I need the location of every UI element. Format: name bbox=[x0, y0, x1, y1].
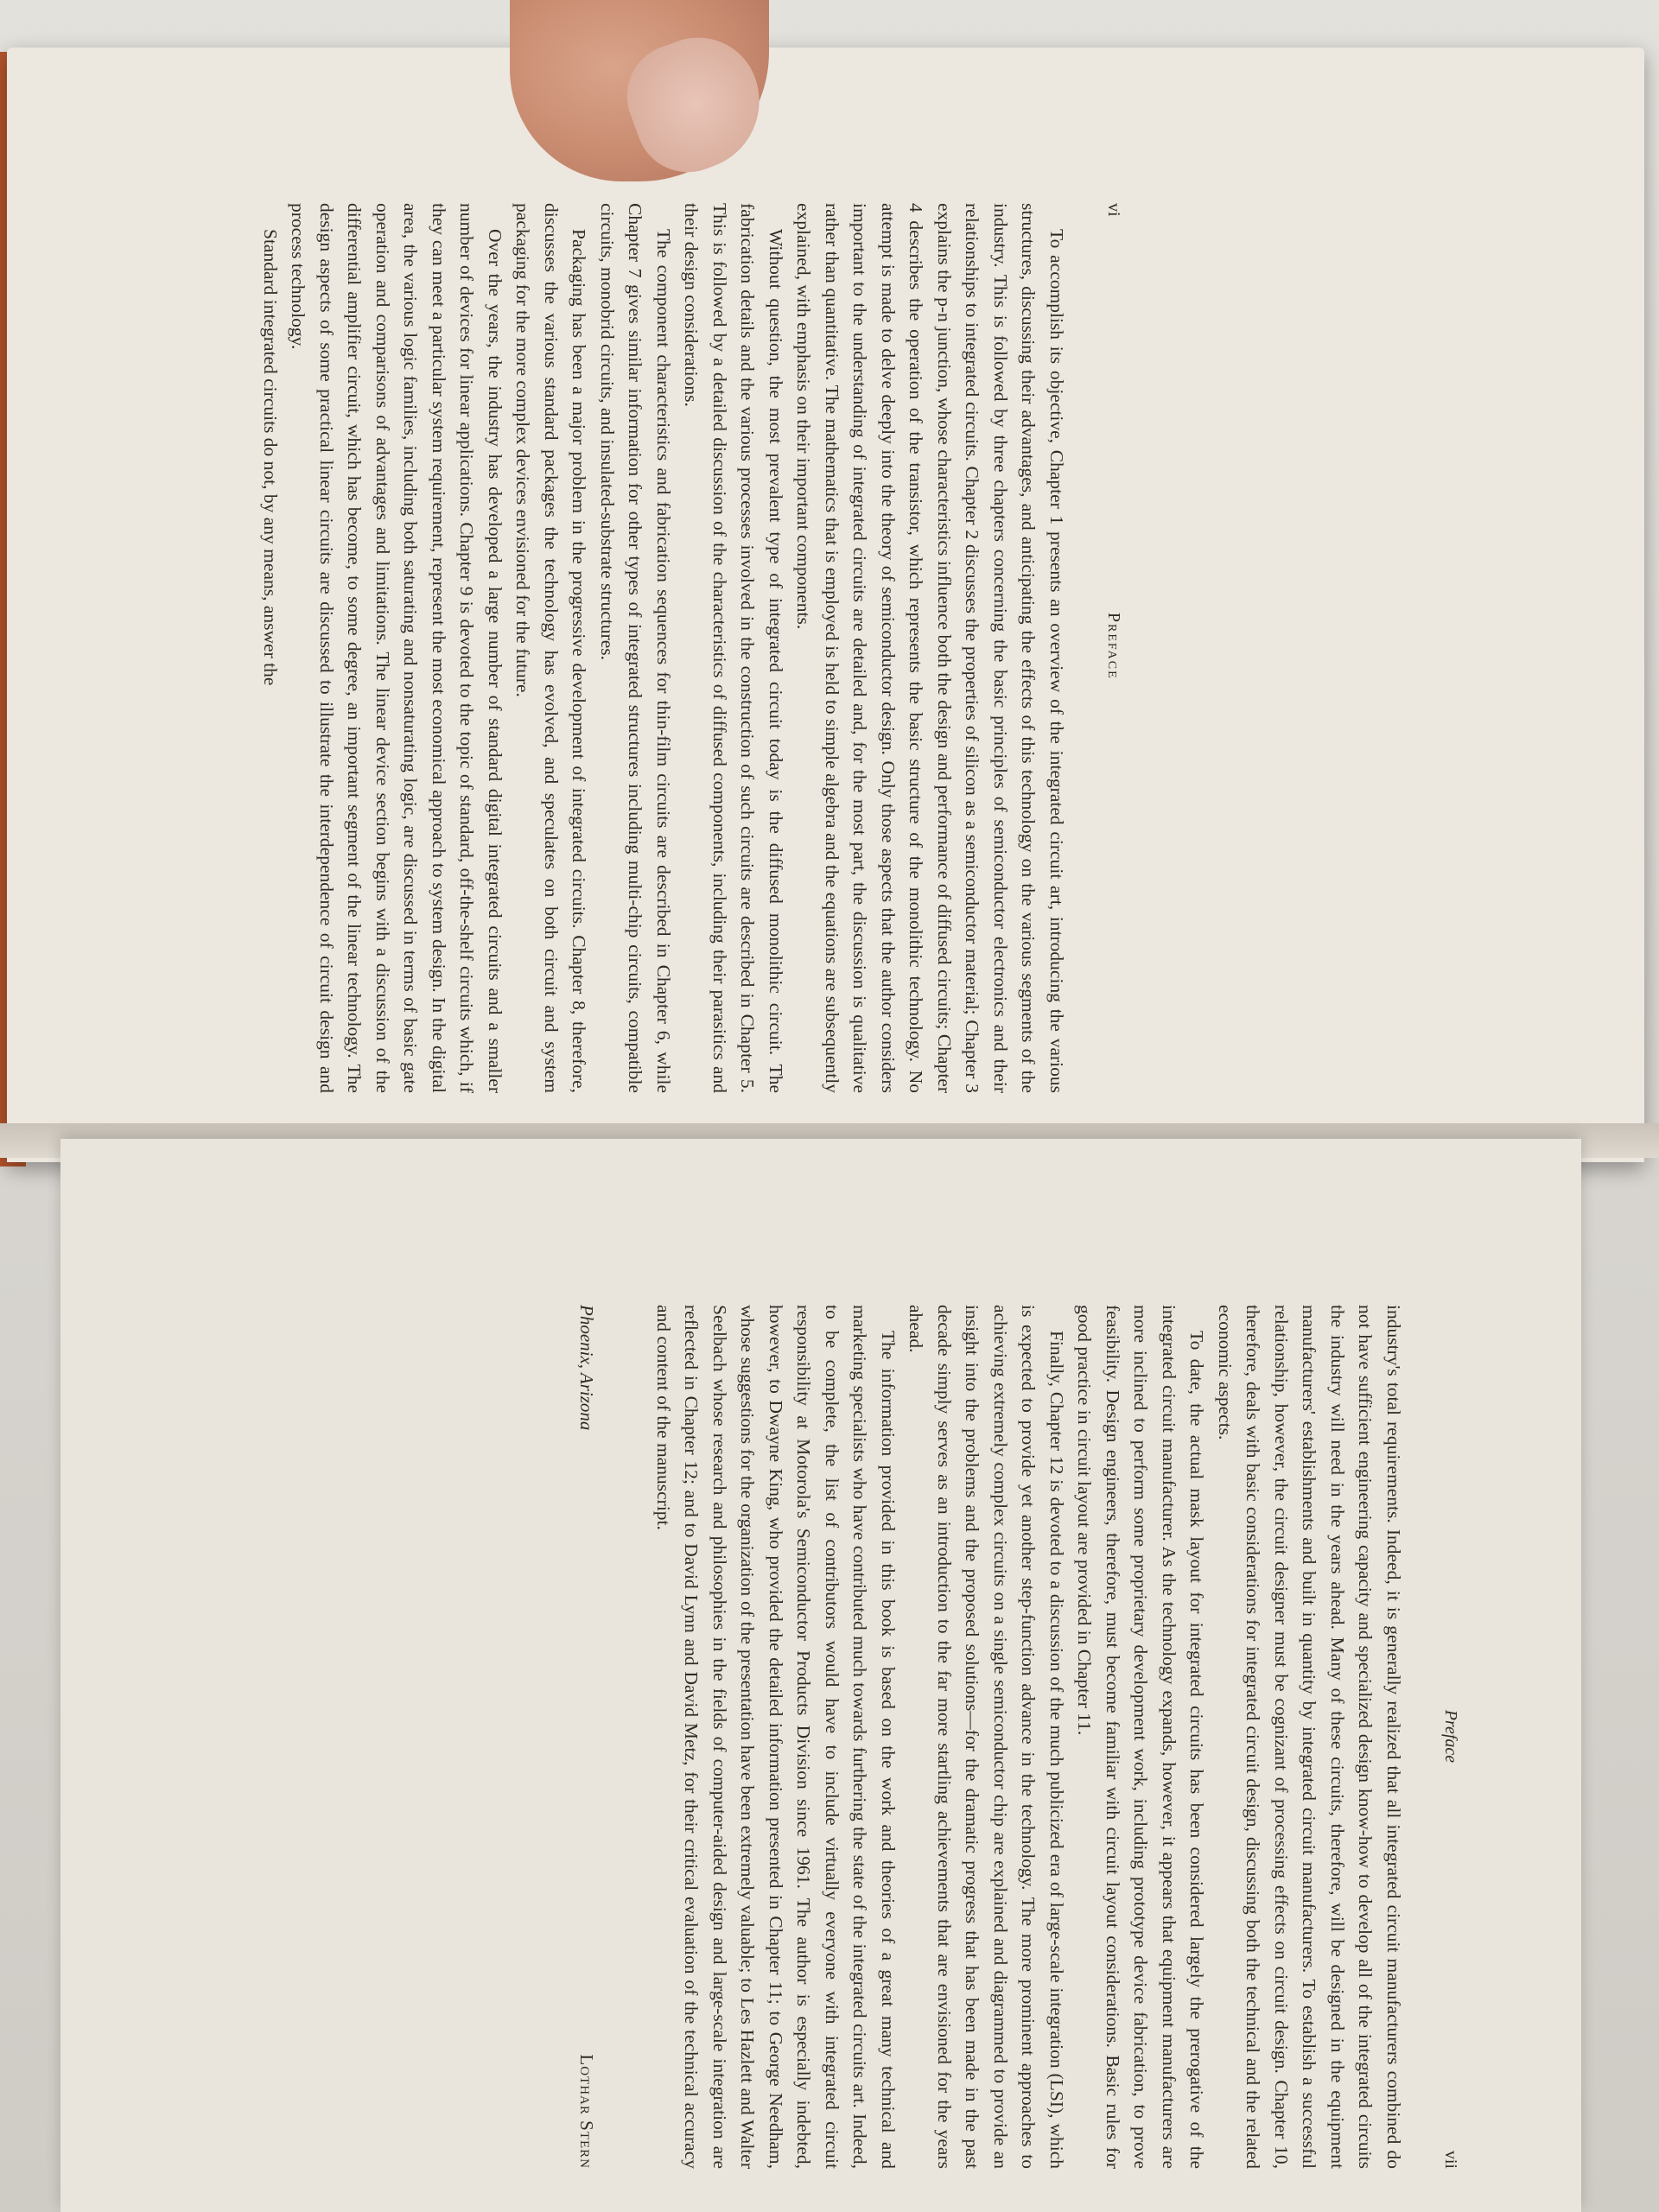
paragraph: The information provided in this book is based on the work and theories of a great many technical and marketing specialists who have contributed much towards furthering the state of the integrated circuits art. Indeed, to be complete, the list of contributors would have to include virtually everyone with integrated circuit responsibility at Motorola's Semiconductor Products Division since 1961. The author is especially indebted, however, to Dwayne King, who provided the detailed information presented in Chapter 11; to George Needham, whose suggestions for the organization of the presentation have been extremely valuable; to Les Hazlett and Walter Seelbach whose research and philosophies in the fields of computer-aided design and large-scale integration are reflected in Chapter 12; and to David Lynn and David Metz, for their critical evaluation of the technical accuracy and content of the manuscript. bbox=[653, 1305, 899, 2169]
paragraph: Standard integrated circuits do not, by any means, answer the bbox=[260, 229, 281, 686]
left-page-number: vi bbox=[1104, 203, 1123, 217]
right-page-header bbox=[1440, 1305, 1460, 2169]
left-page-header bbox=[1103, 203, 1123, 1093]
paragraph: industry's total requirements. Indeed, it is generally realized that all integrated circuit manufacturers combined do not have sufficient engineering capacity and specialized design know-how to develop all of the integrated circuits the industry will need in the years ahead. Many of these circuits, therefore, will be designed in the equipment manufacturers' establishments and built in quantity by integrated circuit manufacturers. To establish a successful relationship, however, the circuit designer must be cognizant of processing effects on circuit design. Chapter 10, therefore, deals with basic considerations for integrated circuit design, discussing both the technical and the related economic aspects. bbox=[1215, 1305, 1404, 2169]
signature-author: Lothar Stern bbox=[576, 2054, 598, 2169]
paragraph: Over the years, the industry has developed a large number of standard digital integrated circuits and a smaller number of devices for linear applications. Chapter 9 is devoted to the topic of standard, off-the-shelf circuits which, if they can meet a particular system requirement, represent the most economical approach to system design. In the digital area, the various logic families, including both saturating and nonsaturating logic, are discussed in terms of basic gate operation and comparisons of advantages and limitations. The linear device section begins with a discussion of the differential amplifier circuit, which has become, to some degree, an important segment of the linear technology. The design aspects of some practical linear circuits are discussed to illustrate the interdependence of circuit design and process technology. bbox=[288, 203, 505, 1093]
signature-place: Phoenix, Arizona bbox=[576, 1305, 598, 1431]
paragraph: Finally, Chapter 12 is devoted to a discussion of the much publicized era of large-scale integration (LSI), which is expected to provide yet another step-function advance in the technology. The more prominent approaches to achieving extremely complex circuits on a single semiconductor chip are explained and diagrammed to provide an insight into the problems and the proposed solutions—for the dramatic progress that has been made in the past decade simply serves as an introduction to the far more startling achievements that are envisioned for the years ahead. bbox=[906, 1305, 1067, 2169]
paragraph: To date, the actual mask layout for integrated circuits has been considered largely the prerogative of the integrated circuit manufacturer. As the technology expands, however, it appears that equipment manufacturers are more inclined to perform some proprietary development work, including prototype device fabrication, to prove feasibility. Design engineers, therefore, must become familiar with circuit layout considerations. Basic rules for good practice in circuit layout are provided in Chapter 11. bbox=[1074, 1305, 1208, 2169]
paragraph: Packaging has been a major problem in the progressive development of integrated circuits. Chapter 8, therefore, discusses the various standard packages the technology has evolved, and speculates on both circuit and system packaging for the more complex devices envisioned for the future. bbox=[512, 203, 590, 1093]
paragraph: Without question, the most prevalent type of integrated circuit today is the diffused monolithic circuit. The fabrication details and the various processes involved in the construction of such circuits are described in Chapter 5. This is followed by a detailed discussion of the characteristics of diffused components, including their parasitics and their design considerations. bbox=[681, 203, 786, 1093]
signature-block bbox=[576, 1305, 598, 2169]
left-running-head: Preface bbox=[1104, 612, 1123, 680]
right-page-number: vii bbox=[1441, 2150, 1460, 2169]
paragraph: To accomplish its objective, Chapter 1 presents an overview of the integrated circuit art, introducing the various structures, discussing their advantages, and anticipating the effects of this technology on the various segments of the industry. This is followed by three chapters concerning the basic principles of semiconductor electronics and their relationships to integrated circuits. Chapter 2 discusses the properties of silicon as a semiconductor material; Chapter 3 explains the p-n junction, whose characteristics influence both the design and performance of diffused circuits; Chapter 4 describes the operation of the transistor, which represents the basic structure of the monolithic technology. No attempt is made to delve deeply into the theory of semiconductor design. Only those aspects that the author considers important to the understanding of integrated circuits are detailed and, for the most part, the discussion is qualitative rather than quantitative. The mathematics that is employed is held to simple algebra and the equations are subsequently explained, with emphasis on their important components. bbox=[793, 203, 1067, 1093]
paragraph: The component characteristics and fabrication sequences for thin-film circuits are described in Chapter 6, while Chapter 7 gives similar information for other types of integrated structures including multi-chip circuits, compatible circuits, monobrid circuits, and insulated-substrate structures. bbox=[597, 203, 674, 1093]
left-page-text bbox=[52, 203, 1123, 1093]
right-running-head: Preface bbox=[1441, 1709, 1460, 1764]
right-page-text bbox=[164, 1305, 1460, 2169]
